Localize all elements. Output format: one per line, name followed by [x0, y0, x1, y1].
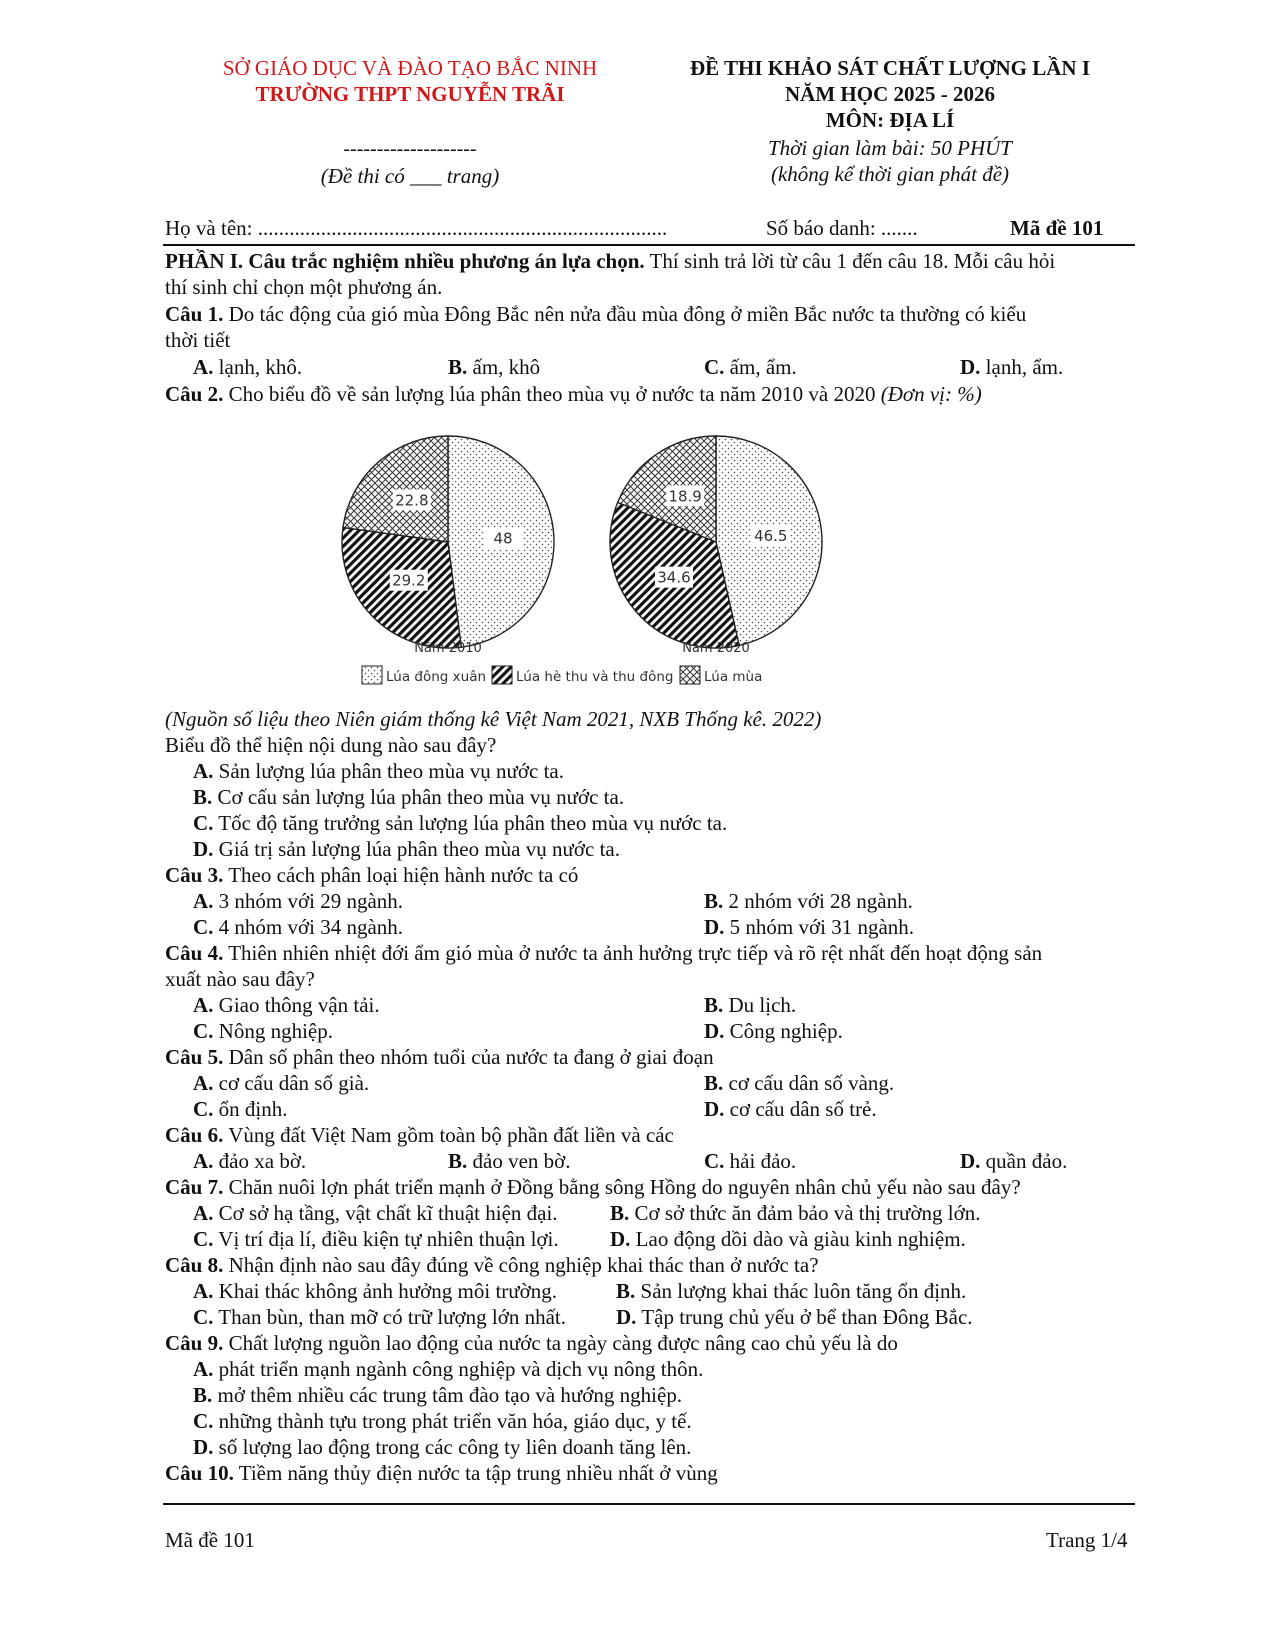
question-7: Câu 7. Chăn nuôi lợn phát triển mạnh ở Đồng bằng sông Hồng do nguyên nhân chủ yếu nào sau đây? — [165, 1175, 1021, 1199]
legend-swatch — [680, 666, 700, 684]
exam-time-note: (không kể thời gian phát đề) — [770, 162, 1010, 186]
part1-heading: PHẦN I. Câu trắc nghiệm nhiều phương án lựa chọn. Thí sinh trả lời từ câu 1 đến câu 18. Mỗi câu hỏi — [165, 249, 1056, 273]
candidate-number-field: Số báo danh: ....... — [766, 216, 918, 240]
pie-chart-figure — [340, 420, 860, 720]
legend-swatch — [492, 666, 512, 684]
q7-option-d[interactable]: D. Lao động dồi dào và giàu kinh nghiệm. — [610, 1227, 966, 1251]
data-label: 29.2 — [392, 571, 426, 590]
q3-option-a[interactable]: A. 3 nhóm với 29 ngành. — [193, 889, 404, 913]
data-label: 18.9 — [668, 487, 702, 506]
question-1: Câu 1. Do tác động của gió mùa Đông Bắc nên nửa đầu mùa đông ở miền Bắc nước ta thường có kiểu — [165, 302, 1027, 326]
exam-time: Thời gian làm bài: 50 PHÚT — [768, 136, 1012, 160]
q3-option-b[interactable]: B. 2 nhóm với 28 ngành. — [704, 889, 913, 913]
q8-option-b[interactable]: B. Sản lượng khai thác luôn tăng ổn định. — [616, 1279, 967, 1303]
footer-rule — [163, 1503, 1135, 1505]
exam-code: Mã đề 101 — [1010, 216, 1104, 240]
q1-option-c[interactable]: C. ấm, ẩm. — [704, 355, 797, 379]
question-1-cont: thời tiết — [165, 328, 231, 352]
question-4: Câu 4. Thiên nhiên nhiệt đới ẩm gió mùa ở nước ta ảnh hưởng trực tiếp và rõ rệt nhất đến hoạt động sản — [165, 941, 1043, 965]
legend-label: Lúa hè thu và thu đông — [516, 669, 674, 685]
q5-option-d[interactable]: D. cơ cấu dân số trẻ. — [704, 1097, 877, 1121]
q4-option-a[interactable]: A. Giao thông vận tải. — [193, 993, 380, 1017]
q2-option-b[interactable]: B. Cơ cấu sản lượng lúa phân theo mùa vụ nước ta. — [193, 785, 625, 809]
q9-option-d[interactable]: D. số lượng lao động trong các công ty liên doanh tăng lên. — [193, 1435, 692, 1459]
candidate-name-field: Họ và tên: .............................................................................. — [165, 216, 668, 240]
legend-item-he-thu — [492, 666, 673, 685]
data-label: 46.5 — [754, 526, 788, 545]
question-8: Câu 8. Nhận định nào sau đây đúng về công nghiệp khai thác than ở nước ta? — [165, 1253, 819, 1277]
question-10: Câu 10. Tiềm năng thủy điện nước ta tập trung nhiều nhất ở vùng — [165, 1461, 718, 1485]
q6-option-a[interactable]: A. đảo xa bờ. — [193, 1149, 307, 1173]
q1-option-a[interactable]: A. lạnh, khô. — [193, 355, 303, 379]
legend-item-dong-xuan — [362, 666, 486, 685]
q6-option-d[interactable]: D. quần đảo. — [960, 1149, 1068, 1173]
question-6: Câu 6. Vùng đất Việt Nam gồm toàn bộ phần đất liền và các — [165, 1123, 674, 1147]
q7-option-c[interactable]: C. Vị trí địa lí, điều kiện tự nhiên thuận lợi. — [193, 1227, 559, 1251]
question-4-cont: xuất nào sau đây? — [165, 967, 315, 991]
pie-caption: Năm 2020 — [682, 641, 750, 656]
footer-page-number: Trang 1/4 — [1046, 1528, 1128, 1552]
q4-option-b[interactable]: B. Du lịch. — [704, 993, 797, 1017]
q4-option-d[interactable]: D. Công nghiệp. — [704, 1019, 843, 1043]
school-year: NĂM HỌC 2025 - 2026 — [785, 82, 995, 106]
q7-option-b[interactable]: B. Cơ sở thức ăn đảm bảo và thị trường lớn. — [610, 1201, 981, 1225]
q2-option-a[interactable]: A. Sản lượng lúa phân theo mùa vụ nước ta. — [193, 759, 564, 783]
q5-option-c[interactable]: C. ổn định. — [193, 1097, 288, 1121]
footer-exam-code: Mã đề 101 — [165, 1528, 255, 1552]
pages-note: (Đề thi có ___ trang) — [320, 164, 500, 188]
q2-option-c[interactable]: C. Tốc độ tăng trưởng sản lượng lúa phân theo mùa vụ nước ta. — [193, 811, 728, 835]
q4-option-c[interactable]: C. Nông nghiệp. — [193, 1019, 333, 1043]
pie-2010-slice-mua — [343, 436, 448, 542]
question-2-prompt: Biểu đồ thể hiện nội dung nào sau đây? — [165, 733, 497, 757]
header-rule — [163, 244, 1135, 246]
q1-option-b[interactable]: B. ấm, khô — [448, 355, 541, 379]
data-label: 34.6 — [657, 568, 691, 587]
data-label: 48 — [493, 529, 513, 548]
department-name: SỞ GIÁO DỤC VÀ ĐÀO TẠO BẮC NINH — [222, 56, 598, 80]
q5-option-a[interactable]: A. cơ cấu dân số già. — [193, 1071, 370, 1095]
pie-caption: Năm 2010 — [414, 641, 482, 656]
data-label: 22.8 — [395, 491, 429, 510]
q2-option-d[interactable]: D. Giá trị sản lượng lúa phân theo mùa vụ nước ta. — [193, 837, 620, 861]
q9-option-b[interactable]: B. mở thêm nhiều các trung tâm đào tạo và hướng nghiệp. — [193, 1383, 683, 1407]
q9-option-c[interactable]: C. những thành tựu trong phát triển văn hóa, giáo dục, y tế. — [193, 1409, 692, 1433]
legend-item-mua — [680, 666, 762, 685]
question-5: Câu 5. Dân số phân theo nhóm tuổi của nước ta đang ở giai đoạn — [165, 1045, 714, 1069]
part1-desc-cont: thí sinh chỉ chọn một phương án. — [165, 275, 443, 299]
legend-label: Lúa đông xuân — [386, 669, 487, 685]
q1-option-d[interactable]: D. lạnh, ẩm. — [960, 355, 1064, 379]
question-2: Câu 2. Cho biểu đồ về sản lượng lúa phân theo mùa vụ ở nước ta năm 2010 và 2020 (Đơn vị: %) — [165, 382, 982, 406]
question-3: Câu 3. Theo cách phân loại hiện hành nước ta có — [165, 863, 579, 887]
q3-option-c[interactable]: C. 4 nhóm với 34 ngành. — [193, 915, 404, 939]
legend-swatch — [362, 666, 382, 684]
q6-option-b[interactable]: B. đảo ven bờ. — [448, 1149, 571, 1173]
q5-option-b[interactable]: B. cơ cấu dân số vàng. — [704, 1071, 895, 1095]
q6-option-c[interactable]: C. hải đảo. — [704, 1149, 797, 1173]
q8-option-c[interactable]: C. Than bùn, than mỡ có trữ lượng lớn nhất. — [193, 1305, 566, 1329]
legend-label: Lúa mùa — [704, 669, 763, 685]
q8-option-d[interactable]: D. Tập trung chủ yếu ở bể than Đông Bắc. — [616, 1305, 973, 1329]
q7-option-a[interactable]: A. Cơ sở hạ tầng, vật chất kĩ thuật hiện đại. — [193, 1201, 558, 1225]
subject: MÔN: ĐỊA LÍ — [825, 108, 955, 132]
q8-option-a[interactable]: A. Khai thác không ảnh hưởng môi trường. — [193, 1279, 558, 1303]
question-9: Câu 9. Chất lượng nguồn lao động của nước ta ngày càng được nâng cao chủ yếu là do — [165, 1331, 898, 1355]
q9-option-a[interactable]: A. phát triển mạnh ngành công nghiệp và dịch vụ nông thôn. — [193, 1357, 704, 1381]
exam-title: ĐỀ THI KHẢO SÁT CHẤT LƯỢNG LẦN I — [689, 56, 1091, 80]
chart-source: (Nguồn số liệu theo Niên giám thống kê Việt Nam 2021, NXB Thống kê. 2022) — [165, 707, 822, 731]
school-name: TRƯỜNG THPT NGUYỄN TRÃI — [255, 82, 565, 106]
header-dashes: -------------------- — [343, 138, 477, 160]
q3-option-d[interactable]: D. 5 nhóm với 31 ngành. — [704, 915, 915, 939]
